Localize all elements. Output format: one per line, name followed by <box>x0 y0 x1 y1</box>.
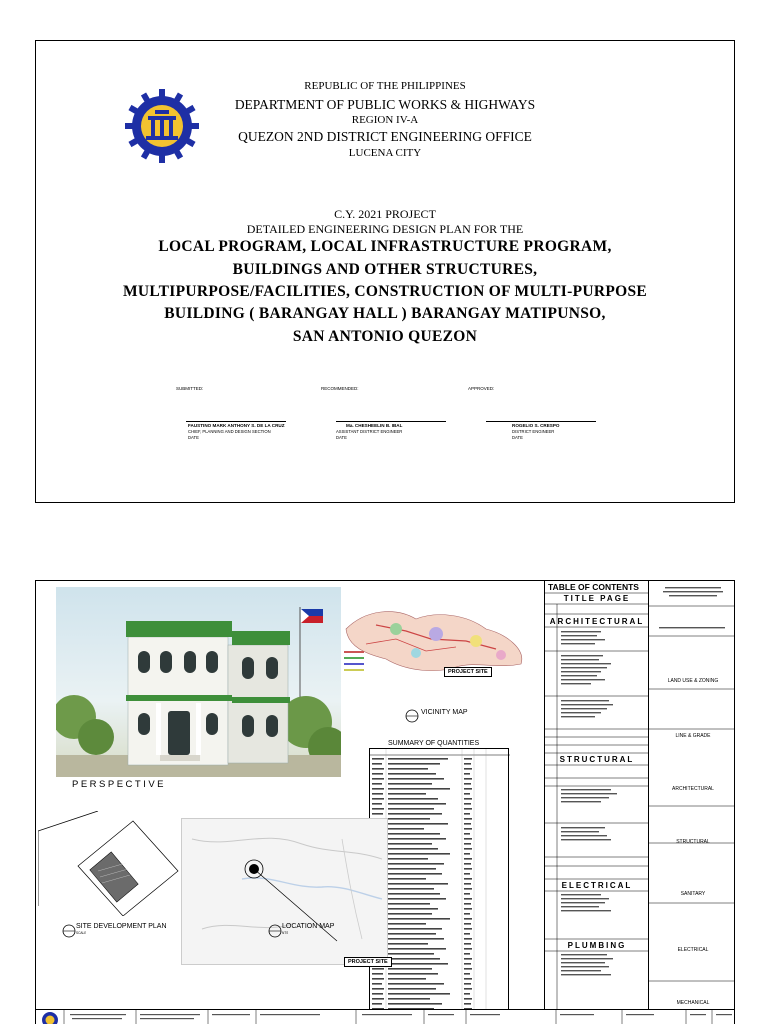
recommended-role: ASSISTANT DISTRICT ENGINEER <box>336 429 403 434</box>
category-column <box>648 581 735 1024</box>
title-line-1: LOCAL PROGRAM, LOCAL INFRASTRUCTURE PROGRAM, <box>158 238 612 255</box>
recommended-name: Ma. CHESHEELIN B. IBAL <box>346 423 403 428</box>
category-architectural: ARCHITECTURAL <box>672 786 714 792</box>
north-arrow-icon <box>268 924 282 938</box>
title-block <box>36 1009 735 1024</box>
category-mechanical: MECHANICAL <box>676 1000 710 1006</box>
toc-electrical: ELECTRICAL <box>561 881 633 890</box>
approved-name: ROGELIO S. CRESPO <box>512 423 560 428</box>
city-line: LUCENA CITY <box>348 147 422 159</box>
toc-structural: STRUCTURAL <box>559 755 635 764</box>
plan-type: DETAILED ENGINEERING DESIGN PLAN FOR THE <box>246 222 524 236</box>
location-project-site-tag: PROJECT SITE <box>344 957 392 967</box>
perspective-rendering <box>56 587 341 777</box>
perspective-label: PERSPECTIVE <box>72 779 167 790</box>
category-electrical: ELECTRICAL <box>677 947 709 953</box>
building-illustration <box>56 587 341 777</box>
submitted-name: FAUSTINO MARK ANTHONY S. DE LA CRUZ <box>188 423 285 428</box>
vicinity-map-label: VICINITY MAP <box>421 709 468 716</box>
signature-line <box>336 421 446 422</box>
site-development-label: SITE DEVELOPMENT PLAN <box>76 923 167 930</box>
recommended-date: DATE <box>336 435 347 440</box>
submitted-date: DATE <box>188 435 199 440</box>
north-arrow-icon <box>405 709 419 723</box>
location-map <box>181 818 388 965</box>
title-line-4: BUILDING ( BARANGAY HALL ) BARANGAY MATIPUNSO, <box>164 305 606 322</box>
location-map-roads <box>182 819 387 964</box>
project-year: C.Y. 2021 PROJECT <box>334 207 436 221</box>
toc-plumbing: PLUMBING <box>567 941 627 950</box>
quantities-rows <box>370 749 510 1024</box>
site-development-scale: SCALE <box>76 931 87 935</box>
drawing-sheet <box>35 580 735 1024</box>
approved-role: DISTRICT ENGINEER <box>512 429 555 434</box>
signature-line <box>186 421 286 422</box>
quantities-title: SUMMARY OF QUANTITIES <box>388 740 480 747</box>
approved-label: APPROVED: <box>468 386 495 391</box>
title-line-5: SAN ANTONIO QUEZON <box>292 328 478 345</box>
quantities-table <box>369 748 509 1024</box>
office-line: QUEZON 2ND DISTRICT ENGINEERING OFFICE <box>238 129 532 144</box>
title-line-3: MULTIPURPOSE/FACILITIES, CONSTRUCTION OF MULTI-PURPOSE <box>122 283 648 300</box>
department-line: DEPARTMENT OF PUBLIC WORKS & HIGHWAYS <box>234 97 536 112</box>
vicinity-map <box>336 589 536 689</box>
title-sheet <box>35 40 735 503</box>
region-line: REGION IV-A <box>351 114 419 126</box>
title-line-2: BUILDINGS AND OTHER STRUCTURES, <box>232 261 538 278</box>
toc-heading: TABLE OF CONTENTS <box>548 582 639 592</box>
submitted-role: CHIEF, PLANNING AND DESIGN SECTION <box>188 429 271 434</box>
site-development-plan <box>38 811 183 916</box>
table-of-contents <box>544 581 649 1024</box>
location-map-label: LOCATION MAP <box>282 923 335 930</box>
category-line-grade: LINE & GRADE <box>675 733 711 739</box>
title-block-grid <box>36 1010 735 1024</box>
category-grid <box>649 581 735 1024</box>
toc-title-page: TITLE PAGE <box>563 594 631 603</box>
signature-line <box>486 421 596 422</box>
location-map-scale: NTS <box>282 931 289 935</box>
recommended-label: RECOMMENDED: <box>321 386 359 391</box>
north-arrow-icon <box>62 924 76 938</box>
submitted-label: SUBMITTED: <box>176 386 204 391</box>
approved-date: DATE <box>512 435 523 440</box>
republic-line: REPUBLIC OF THE PHILIPPINES <box>304 80 466 92</box>
category-sanitary: SANITARY <box>680 891 706 897</box>
toc-grid <box>545 581 649 1024</box>
category-land-use: LAND USE & ZONING <box>667 678 719 684</box>
category-structural: STRUCTURAL <box>676 839 710 845</box>
vicinity-project-site-tag: PROJECT SITE <box>444 667 492 677</box>
toc-architectural: ARCHITECTURAL <box>549 617 645 626</box>
